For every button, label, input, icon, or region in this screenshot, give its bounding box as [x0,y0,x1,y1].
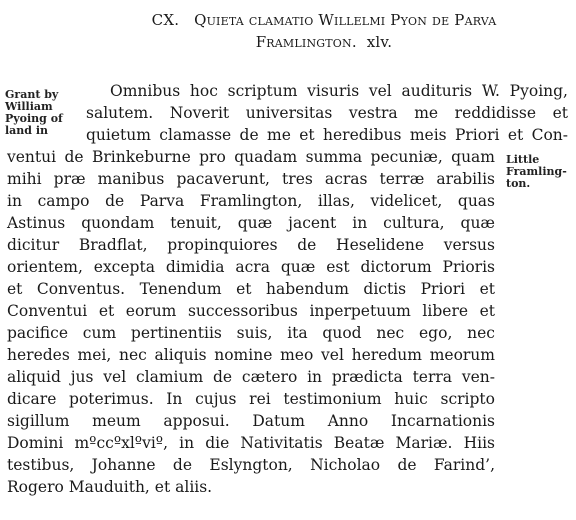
margin-note-right [506,154,576,190]
body-line: Domini mºccºxlºviº, in die Nativitatis Beatæ Mariæ. Hiis [7,434,495,452]
body-line: testibus, Johanne de Eslyngton, Nicholao de Farind’, [7,456,495,474]
body-line: Conventui et eorum successoribus inperpetuum libere et [7,302,495,320]
body-line: salutem. Noverit universitas vestra me reddidisse et [86,104,568,122]
charter-title: Quieta clamatio Willelmi Pyon de Parva [194,11,497,29]
body-line: heredes mei, nec aliquis nomine meo vel heredum meorum [7,346,495,364]
margin-note-line: ton. [506,177,531,190]
body-line: et Conventus. Tenendum et habendum dictis Priori et [7,280,495,298]
margin-note-line: Grant by [5,88,59,101]
body-line: mihi præ manibus pacaverunt, tres acras terræ arabilis [7,170,495,188]
charter-number: CX. [151,11,180,29]
body-line: in campo de Parva Framlington, illas, videlicet, quas [7,192,495,210]
margin-note-line: Pyoing of [5,112,63,125]
body-line: dicare poterimus. In cujus rei testimonium huic scripto [7,390,495,408]
margin-note-line: land in [5,124,49,137]
document-heading-line-2 [104,32,544,53]
document-heading-line-1 [104,10,544,31]
body-line: ventui de Brinkeburne pro quadam summa pecuniæ, quam [7,148,495,166]
margin-note-left [5,89,85,137]
folio-number: xlv. [366,33,393,51]
body-line: pacifice cum pertinentiis suis, ita quod nec ego, nec [7,324,495,342]
charter-title-continued: Framlington. [255,33,357,51]
margin-note-line: William [5,100,53,113]
body-line: Omnibus hoc scriptum visuris vel audituris W. Pyoing, [110,82,568,100]
body-line: Astinus quondam tenuit, quæ jacent in cultura, quæ [7,214,495,232]
margin-note-line: Little [506,153,540,166]
body-line: sigillum meum apposui. Datum Anno Incarnationis [7,412,495,430]
body-line: dicitur Bradflat, propinquiores de Heselidene versus [7,236,495,254]
body-line: Rogero Mauduith, et aliis. [7,478,213,496]
body-line: quietum clamasse de me et heredibus meis Priori et Con- [86,126,568,144]
body-line: orientem, excepta dimidia acra quæ est dictorum Prioris [7,258,495,276]
body-line: aliquid jus vel clamium de cætero in prædicta terra ven- [7,368,495,386]
margin-note-line: Framling- [506,165,567,178]
